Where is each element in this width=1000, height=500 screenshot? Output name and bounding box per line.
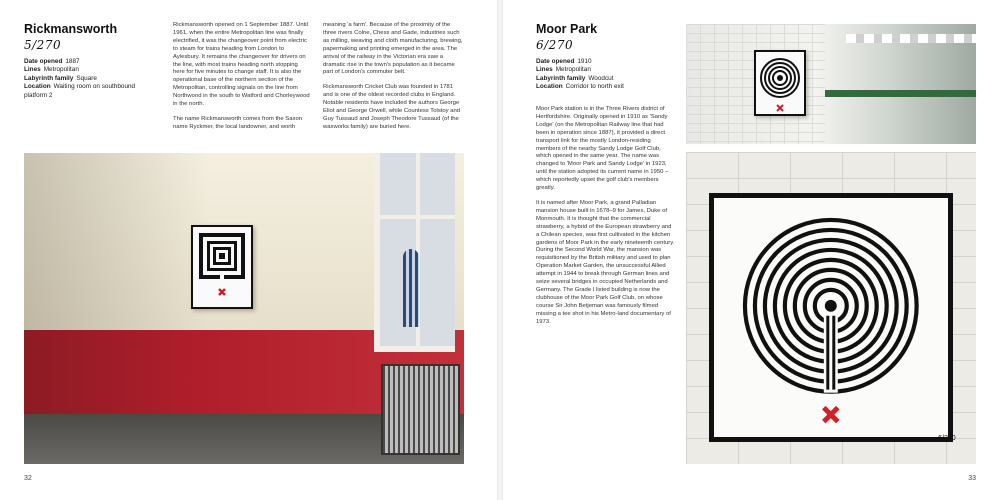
rickmansworth-photo — [24, 153, 464, 464]
circular-labyrinth-icon — [756, 52, 804, 114]
meta-date-opened: Date opened 1887 — [24, 58, 80, 65]
body-column-1 — [536, 106, 676, 333]
paragraph: Moor Park station is in the Three Rivers district of Hertfordshire. Originally opened in 1910 as 'Sandy Lodge' (on the Metropolitan Railway line that had been in operation since 1887), it provided a direct transport link for the mostly London-residing members of the nearby Sandy Lodge Golf Club, which opened in the same year. The name was changed to 'Moor Park and Sandy Lodge' in 1923, until the station adopted its current name in 1950 – which reportedly upset the golf club's members greatly. — [536, 106, 669, 192]
square-labyrinth-icon — [193, 227, 251, 307]
labyrinth-panel — [714, 198, 948, 438]
station-meta — [536, 58, 676, 92]
page-number: 32 — [24, 475, 32, 482]
paragraph: Rickmansworth opened on 1 September 1887. Until 1961, when the entire Metropolitan line was finally electrified, it was the changeover point from electric to steam for trains heading from London to Aylesbury. It remains the changeover for drivers on the line, with most trains heading north stopping here for five minutes to change staff. It is also the operational base of the northern section of the Metropolitan, controlling signals on the line from Northwood in the south to Watford and Chorleywood in the north. — [173, 22, 310, 108]
meta-location: Location Corridor to north exit — [536, 83, 624, 91]
page-number: 33 — [968, 475, 976, 482]
artwork-number: 6/270 — [938, 435, 956, 443]
corridor-green-band — [825, 90, 976, 97]
meta-location: Location Waiting room on southbound platform 2 — [24, 83, 136, 99]
window-transom — [380, 215, 455, 219]
meta-lines: Lines Metropolitan — [24, 66, 79, 74]
station-number: 6/270 — [536, 38, 574, 52]
moor-park-corridor-photo — [686, 24, 976, 144]
wall-shadow — [24, 153, 209, 330]
passenger-figure — [403, 249, 419, 326]
body-column-2 — [323, 22, 463, 139]
station-number: 5/270 — [24, 38, 62, 52]
corridor-lights — [846, 34, 977, 44]
right-page — [503, 0, 1000, 500]
paragraph: Rickmansworth Cricket Club was founded in 1781 and is one of the oldest recorded clubs in England. Notable residents have included the authors George Eliot and George Orwell, while Countess Tolstoy and Guy Tussaud and Joseph Theodore Tussaud (of the waxworks family) are buried here. — [323, 84, 461, 130]
meta-labyrinth-family: Labyrinth family Woodcut — [536, 74, 614, 82]
left-page — [0, 0, 497, 500]
woodcut-labyrinth-icon — [714, 198, 948, 438]
labyrinth-frame — [709, 193, 953, 443]
body-column-1 — [173, 22, 311, 139]
labyrinth-sign-small — [754, 50, 806, 116]
station-meta — [24, 58, 144, 100]
labyrinth-sign-square — [191, 225, 253, 309]
window — [374, 153, 455, 352]
meta-lines: Lines Metropolitan — [536, 66, 591, 74]
station-title: Moor Park — [536, 22, 598, 36]
station-title: Rickmansworth — [24, 22, 118, 36]
moor-park-labyrinth-photo — [686, 152, 976, 464]
paragraph: It is named after Moor Park, a grand Palladian mansion house built in 1678–9 for James, Duke of Monmouth. It is thought that the commercial strawberry, a hybrid of the European strawberry and a Chilean species, was first cultivated in the kitchen gardens of Moor Park in the early nineteenth century. During the Second World War, the mansion was requisitioned by the British military and used to plan Operation Market Garden, the unsuccessful Allied attempt in 1944 to break through German lines and seize several bridges in occupied Netherlands and Germany. The Grade I listed building is now the clubhouse of the Moor Park Golf Club, on whose course Sir John Betjeman was famously filmed missing a tee shot in his Metro-land documentary of 1973. — [536, 199, 675, 325]
paragraph: meaning 'a farm'. Because of the proximity of the three rivers Colne, Chess and Gade, industries such as milling, weaving and cloth manufacturing, brewing, papermaking and printing emerged in the area. The arrival of the railway in the Victorian era saw a dramatic rise in the town's population as it became part of London's commuter belt. — [323, 22, 463, 76]
paragraph: The name Rickmansworth comes from the Saxon name Ryckmer, the local landowner, and worth — [173, 115, 302, 130]
meta-labyrinth-family: Labyrinth family Square — [24, 74, 97, 82]
radiator-grille — [381, 364, 460, 455]
meta-date-opened: Date opened 1910 — [536, 58, 592, 65]
